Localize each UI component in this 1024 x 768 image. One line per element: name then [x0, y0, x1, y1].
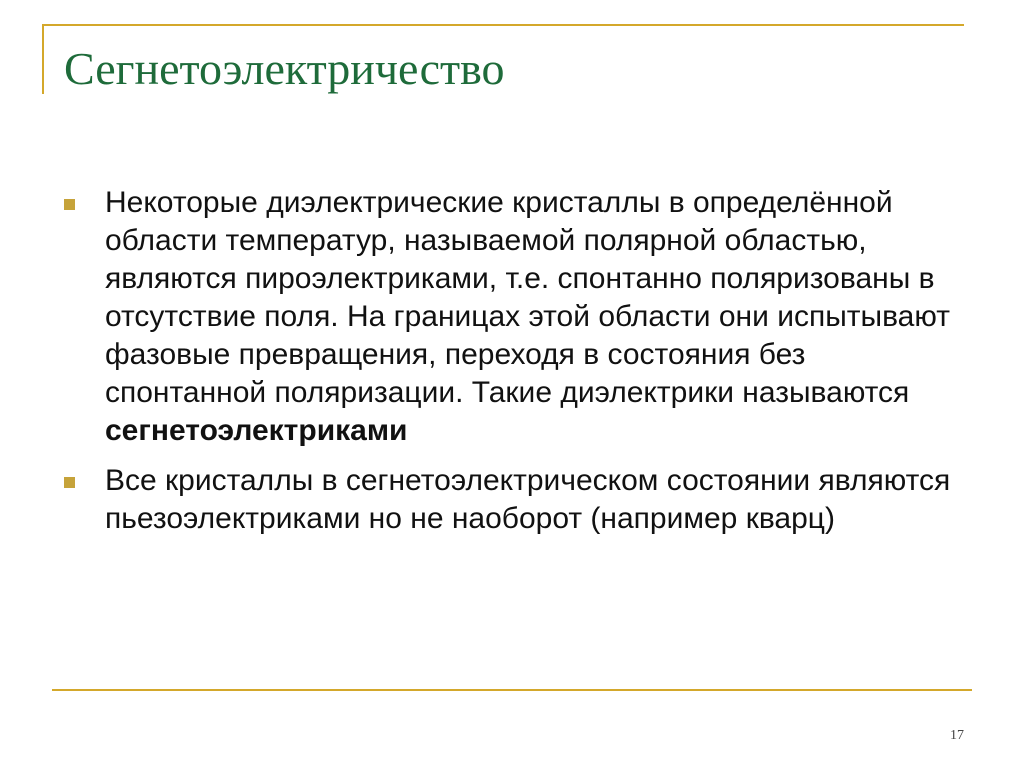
slide-title: Сегнетоэлектричество: [64, 43, 505, 94]
top-divider-line: [42, 24, 964, 26]
bullet-text: Все кристаллы в сегнетоэлектрическом состоянии являются пьезоэлектриками но не наоборот (например кварц): [105, 464, 951, 535]
bullet-item: [60, 462, 960, 538]
left-accent-line: [42, 24, 44, 94]
bullet-text-regular: Некоторые диэлектрические кристаллы в определённой области температур, называемой полярной областью, являются пироэлектриками, т.е. спонтанно поляризованы в отсутствие поля. На границах этой области они испытывают фазовые превращения, переходя в состояния без спонтанной поляризации. Такие диэлектрики называются: [105, 186, 950, 409]
bullet-text: [105, 184, 955, 450]
bullet-square-icon: [64, 199, 75, 210]
bullet-square-icon: [64, 477, 75, 488]
bullet-text-bold: сегнетоэлектриками: [105, 414, 408, 447]
page-number: 17: [950, 728, 964, 743]
bullet-list: [60, 184, 960, 550]
bullet-item: [60, 184, 960, 450]
bottom-divider-line: [52, 689, 972, 691]
